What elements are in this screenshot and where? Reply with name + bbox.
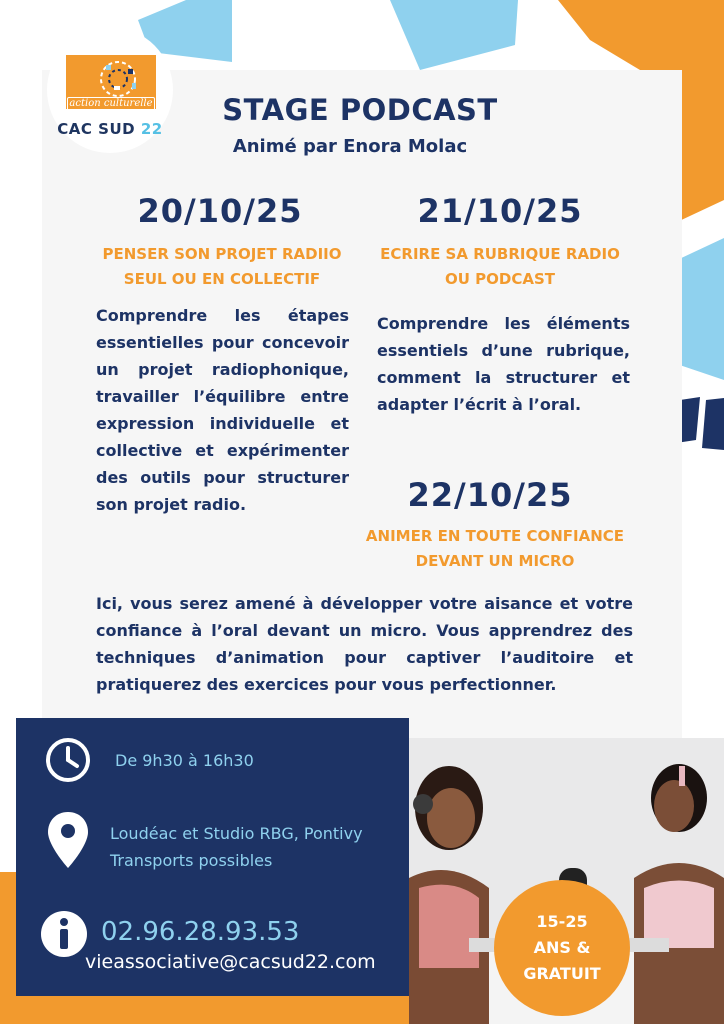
session-2-topic <box>370 242 630 292</box>
session-3-topic-line1: ANIMER EN TOUTE CONFIANCE <box>365 527 625 545</box>
age-price-badge <box>494 880 630 1016</box>
info-icon <box>40 910 88 958</box>
page-title: STAGE PODCAST <box>222 93 498 127</box>
session-3-description: Ici, vous serez amené à développer votre aisance et votre confiance à l’oral devant un micro. Vous apprendrez des techniques d’animation pour captiver l’auditoire et pratiquerez des exercices pour vous perfectionner. <box>96 594 633 694</box>
cac-sud-22-logo <box>47 27 173 153</box>
email-address[interactable]: vieassociative@cacsud22.com <box>85 951 376 973</box>
location-pin-icon <box>46 810 90 870</box>
session-3-topic-line2: DEVANT UN MICRO <box>415 552 575 570</box>
session-3-topic <box>350 524 640 574</box>
session-2-topic-line2: OU PODCAST <box>444 270 555 288</box>
schedule-text: De 9h30 à 16h30 <box>115 751 254 770</box>
session-2-date: 21/10/25 <box>417 192 583 230</box>
session-1-topic-line2: SEUL OU EN COLLECTIF <box>123 270 321 288</box>
location-line1: Loudéac et Studio RBG, Pontivy <box>110 824 363 843</box>
phone-number[interactable]: 02.96.28.93.53 <box>101 917 300 947</box>
session-1-topic-line1: PENSER SON PROJET RADIIO <box>102 245 342 263</box>
page-subtitle: Animé par Enora Molac <box>232 136 468 157</box>
logo-tagline: action culturelle <box>67 97 155 111</box>
location-text <box>110 820 363 874</box>
clock-icon <box>44 736 92 784</box>
session-2-topic-line1: ECRIRE SA RUBRIQUE RADIO <box>380 245 620 263</box>
badge-line2: ANS & <box>533 938 591 957</box>
badge-line1: 15-25 <box>536 912 588 931</box>
logo-brand-text: CAC SUD <box>57 120 136 138</box>
logo-brand-number: 22 <box>140 120 163 138</box>
location-line2: Transports possibles <box>110 851 273 870</box>
badge-line3: GRATUIT <box>523 964 601 983</box>
session-2-description: Comprendre les éléments essentiels d’une rubrique, comment la structurer et adapter l’écrit à l’oral. <box>377 314 630 414</box>
session-1-description: Comprendre les étapes essentielles pour concevoir un projet radiophonique, travailler l’équilibre entre expression individuelle et collective et expérimenter des outils pour structurer son projet radio. <box>96 306 349 514</box>
session-3-date: 22/10/25 <box>407 476 573 514</box>
session-1-date: 20/10/25 <box>137 192 303 230</box>
session-1-topic <box>92 242 352 292</box>
logo-brand <box>47 120 173 138</box>
